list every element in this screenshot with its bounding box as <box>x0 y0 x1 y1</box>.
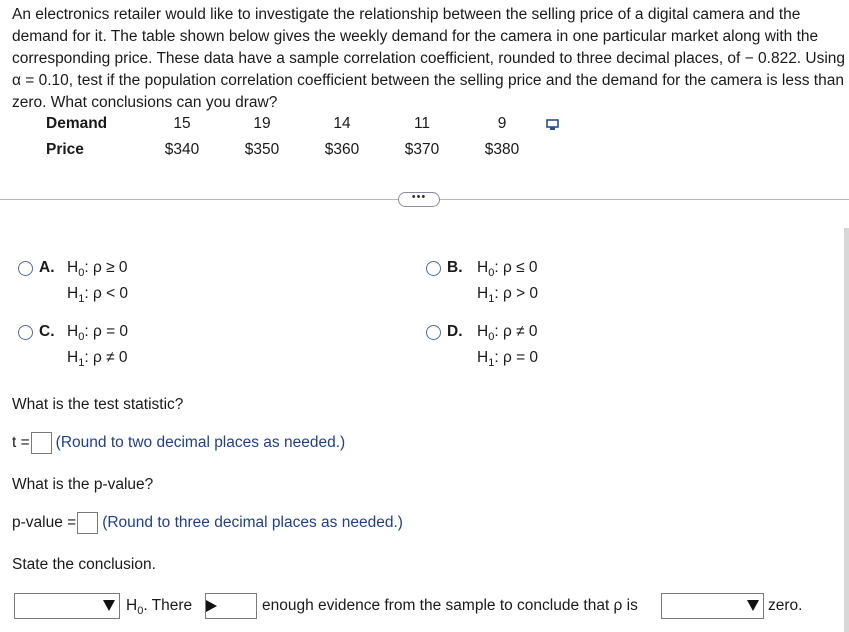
price-cell: $350 <box>244 141 280 158</box>
option-a[interactable] <box>18 258 218 306</box>
pvalue-question: What is the p-value? <box>12 476 154 493</box>
price-cell: $360 <box>324 141 360 158</box>
demand-cell: 15 <box>173 115 191 132</box>
conclusion-middle-text: enough evidence from the sample to conclude that ρ is <box>262 597 638 614</box>
chevron-down-icon <box>103 600 115 611</box>
conclusion-h0-text: $H_0$. There <box>126 597 193 617</box>
pvalue-answer-input[interactable] <box>77 512 98 534</box>
option-b-radio[interactable] <box>426 261 441 276</box>
option-d-letter: D. <box>447 323 463 340</box>
option-a-h1: $H_1$: ρ < 0 <box>67 285 129 305</box>
pvalue-hint: (Round to three decimal places as needed.) <box>102 514 403 532</box>
pvalue-label: p-value = <box>12 514 77 532</box>
option-d-h0: $H_0$: ρ ≠ 0 <box>477 323 538 343</box>
conclusion-decision-dropdown[interactable] <box>14 593 120 619</box>
option-c-letter: C. <box>39 323 55 340</box>
data-table <box>0 112 600 172</box>
scrollbar[interactable] <box>844 228 849 632</box>
option-b-letter: B. <box>447 259 463 276</box>
option-d-h1: $H_1$: ρ = 0 <box>477 349 539 369</box>
chevron-right-icon <box>206 600 217 612</box>
demand-cell: 19 <box>253 115 271 132</box>
t-hint: (Round to two decimal places as needed.) <box>55 434 346 452</box>
pvalue-row <box>12 512 403 534</box>
option-a-radio[interactable] <box>18 261 33 276</box>
option-d[interactable] <box>426 322 626 370</box>
t-answer-input[interactable] <box>31 432 52 454</box>
demand-cell: 11 <box>413 115 431 132</box>
problem-statement: An electronics retailer would like to investigate the relationship between the selling price of a digital camera and the demand for it. The table shown below gives the weekly demand for the camera in one particular market along with the corresponding price. These data have a sample correlation coefficient, rounded to three decimal places, of − 0.822. Using α = 0.10, test if the population correlation coefficient between the selling price and the demand for the camera is less than zero. What conclusions can you draw? <box>12 6 846 111</box>
chevron-down-icon <box>747 600 759 611</box>
price-row-label: Price <box>46 141 84 158</box>
conclusion-evidence-dropdown[interactable] <box>205 593 257 619</box>
copy-data-icon[interactable] <box>546 118 560 130</box>
expand-more-button[interactable]: ••• <box>398 192 440 207</box>
option-c-h0: $H_0$: ρ = 0 <box>67 323 129 343</box>
option-c[interactable] <box>18 322 218 370</box>
demand-cell: 9 <box>497 115 507 132</box>
test-statistic-row <box>12 432 345 454</box>
option-b[interactable] <box>426 258 626 306</box>
option-a-h0: $H_0$: ρ ≥ 0 <box>67 259 128 279</box>
t-label: t = <box>12 434 30 452</box>
option-b-h0: $H_0$: ρ ≤ 0 <box>477 259 538 279</box>
price-cell: $380 <box>484 141 520 158</box>
option-c-h1: $H_1$: ρ ≠ 0 <box>67 349 128 369</box>
option-b-h1: $H_1$: ρ > 0 <box>477 285 539 305</box>
option-c-radio[interactable] <box>18 325 33 340</box>
test-statistic-question: What is the test statistic? <box>12 396 184 413</box>
demand-cell: 14 <box>333 115 351 132</box>
option-a-letter: A. <box>39 259 55 276</box>
conclusion-question: State the conclusion. <box>12 556 156 573</box>
conclusion-direction-dropdown[interactable] <box>661 593 764 619</box>
option-d-radio[interactable] <box>426 325 441 340</box>
price-cell: $370 <box>404 141 440 158</box>
price-cell: $340 <box>164 141 200 158</box>
conclusion-end-text: zero. <box>768 597 803 614</box>
demand-row-label: Demand <box>46 115 108 132</box>
